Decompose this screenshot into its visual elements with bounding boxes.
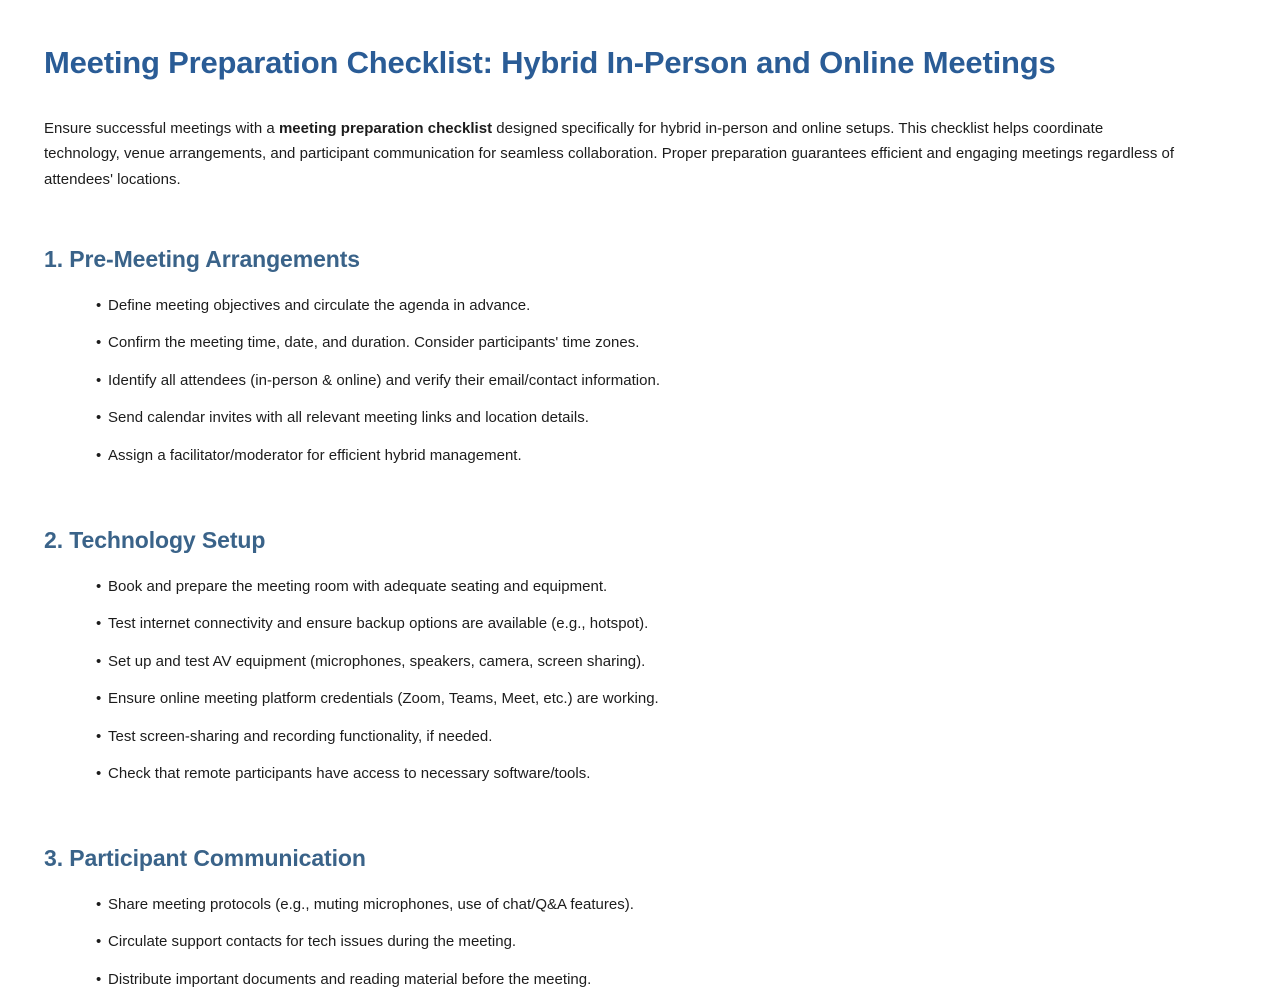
bullet-icon: • [96,727,102,745]
list-item-label: Set up and test AV equipment (microphones, speakers, camera, screen sharing). [108,652,646,670]
list-item-label: Assign a facilitator/moderator for efficient hybrid management. [108,446,522,464]
list-item-label: Book and prepare the meeting room with adequate seating and equipment. [108,577,608,595]
section-technology-setup [44,526,1219,784]
list-item [44,970,1219,990]
section-participant-communication [44,844,1219,990]
list-item-label: Share meeting protocols (e.g., muting microphones, use of chat/Q&A features). [108,895,634,913]
list-item-label: Send calendar invites with all relevant meeting links and location details. [108,409,589,427]
bullet-icon: • [96,652,102,670]
bullet-icon: • [96,970,102,988]
bullet-icon: • [96,615,102,633]
list-item [44,371,1219,391]
list-item-label: Test screen-sharing and recording functionality, if needed. [108,727,493,745]
page-title: Meeting Preparation Checklist: Hybrid In-Person and Online Meetings [44,45,1056,80]
intro-text-before-bold: Ensure successful meetings with a [44,119,279,137]
section-heading-1: 1. Pre-Meeting Arrangements [44,246,360,273]
section-pre-meeting-arrangements [44,245,1219,466]
list-item [44,333,1219,353]
bullet-icon: • [96,690,102,708]
list-item [44,408,1219,428]
list-item-label: Test internet connectivity and ensure backup options are available (e.g., hotspot). [108,615,649,633]
section-heading-2: 2. Technology Setup [44,526,266,553]
intro-bold-phrase: meeting preparation checklist [278,119,493,137]
bullet-icon: • [96,371,102,389]
list-item-label: Distribute important documents and reading material before the meeting. [108,970,592,988]
list-item [44,577,1219,597]
checklist-section-3 [44,895,1219,990]
list-item [44,652,1219,672]
list-item [44,446,1219,466]
list-item-label: Check that remote participants have access to necessary software/tools. [108,765,591,783]
list-item [44,296,1219,316]
list-item-label: Ensure online meeting platform credentials (Zoom, Teams, Meet, etc.) are working. [108,690,659,708]
checklist-section-1 [44,296,1219,466]
bullet-icon: • [96,895,102,913]
bullet-icon: • [96,296,102,314]
bullet-icon: • [96,765,102,783]
intro-text-after-bold: designed specifically for hybrid in-person and online setups. This checklist helps coordinate technology, venue arrangements, and participant communication for seamless collaboration. Proper preparation guarantees efficient and engaging meetings regardless of attendees' locations. [44,119,1175,188]
bullet-icon: • [96,577,102,595]
bullet-icon: • [96,446,102,464]
list-item-label: Circulate support contacts for tech issues during the meeting. [108,933,517,951]
list-item [44,689,1219,709]
section-heading-3: 3. Participant Communication [44,845,366,872]
bullet-icon: • [96,334,102,352]
checklist-section-2 [44,577,1219,785]
list-item [44,727,1219,747]
list-item [44,932,1219,952]
bullet-icon: • [96,933,102,951]
list-item-label: Confirm the meeting time, date, and duration. Consider participants' time zones. [108,334,640,352]
bullet-icon: • [96,409,102,427]
list-item [44,895,1219,915]
list-item-label: Identify all attendees (in-person & online) and verify their email/contact information. [108,371,661,389]
list-item-label: Define meeting objectives and circulate the agenda in advance. [108,296,531,314]
intro-paragraph [44,116,1179,192]
list-item [44,614,1219,634]
list-item [44,764,1219,784]
